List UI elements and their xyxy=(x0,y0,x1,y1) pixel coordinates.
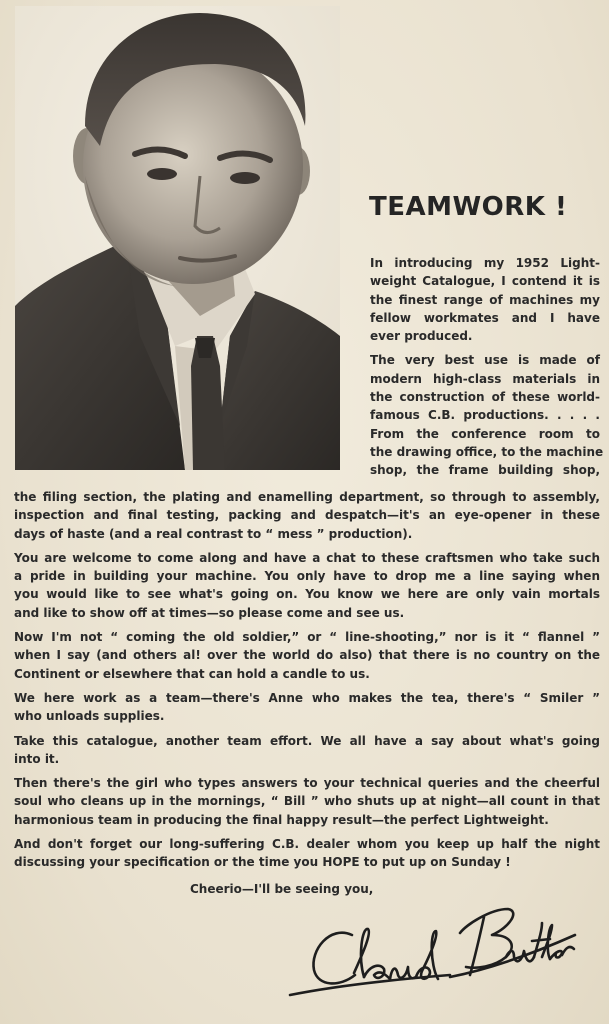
text-line: days of haste (and a real contrast to “ mess ” production). xyxy=(14,526,413,541)
text-line: famous C.B. productions. . . . . xyxy=(370,408,600,423)
page-title: TEAMWORK ! xyxy=(369,192,568,222)
body-paragraph xyxy=(14,628,600,683)
text-line: Then there's the girl who types answers to your technical queries and the cheerful xyxy=(14,776,600,791)
text-line: into it. xyxy=(14,751,60,766)
text-line: the construction of these world- xyxy=(370,390,600,405)
text-line: soul who cleans up in the mornings, “ Bill ” who shuts up at night—all count in that xyxy=(14,794,600,809)
text-line: Continent or elsewhere that can hold a candle to us. xyxy=(14,666,370,681)
text-line: the filing section, the plating and enamelling department, so through to assembly, xyxy=(14,490,600,504)
closing-line: Cheerio—I'll be seeing you, xyxy=(190,882,374,896)
handwritten-signature xyxy=(280,895,580,1010)
text-line: shop, the frame building shop, xyxy=(370,463,600,478)
body-paragraph xyxy=(14,835,600,872)
text-line: In introducing my 1952 Light- xyxy=(370,256,600,270)
text-line: Take this catalogue, another team effort. We all have a say about what's going xyxy=(14,733,600,748)
full-width-text xyxy=(14,488,600,872)
text-line: And don't forget our long-suffering C.B. dealer whom you keep up half the night xyxy=(14,837,600,852)
text-line: and like to show off at times—so please come and see us. xyxy=(14,605,405,620)
portrait-photo xyxy=(15,6,340,470)
text-line: Now I'm not “ coming the old soldier,” or “ line-shooting,” nor is it “ flannel ” xyxy=(14,630,600,645)
text-line: harmonious team in producing the final happy result—the perfect Lightweight. xyxy=(14,812,549,827)
text-line: modern high-class materials in xyxy=(370,371,600,386)
text-line: who unloads supplies. xyxy=(14,709,165,724)
text-line: you would like to see what's going on. You know we here are only vain mortals xyxy=(14,587,600,602)
text-line: a pride in building your machine. You only have to drop me a line saying when xyxy=(14,569,600,584)
text-line: weight Catalogue, I contend it is xyxy=(370,274,600,289)
text-line: We here work as a team—there's Anne who makes the tea, there's “ Smiler ” xyxy=(14,690,600,705)
body-paragraph xyxy=(14,774,600,829)
text-line: inspection and final testing, packing and despatch—it's an eye-opener in these xyxy=(14,508,600,523)
text-line: discussing your specification or the time you HOPE to put up on Sunday ! xyxy=(14,855,511,870)
body-paragraph xyxy=(14,549,600,622)
text-line: You are welcome to come along and have a chat to these craftsmen who take such xyxy=(14,550,600,565)
body-paragraph xyxy=(14,732,600,769)
column-paragraph xyxy=(370,351,604,479)
column-text xyxy=(370,254,604,480)
text-line: From the conference room to xyxy=(370,426,600,441)
body-paragraph xyxy=(14,689,600,726)
body-paragraph xyxy=(14,488,600,543)
text-line: when I say (and others al! over the world do also) that there is no country on the xyxy=(14,648,600,663)
column-paragraph xyxy=(370,254,600,345)
text-line: ever produced. xyxy=(370,329,473,344)
text-line: fellow workmates and I have xyxy=(370,310,600,325)
text-line: the drawing office, to the machine xyxy=(370,444,604,459)
text-line: The very best use is made of xyxy=(370,353,600,368)
text-line: the finest range of machines my xyxy=(370,292,600,307)
